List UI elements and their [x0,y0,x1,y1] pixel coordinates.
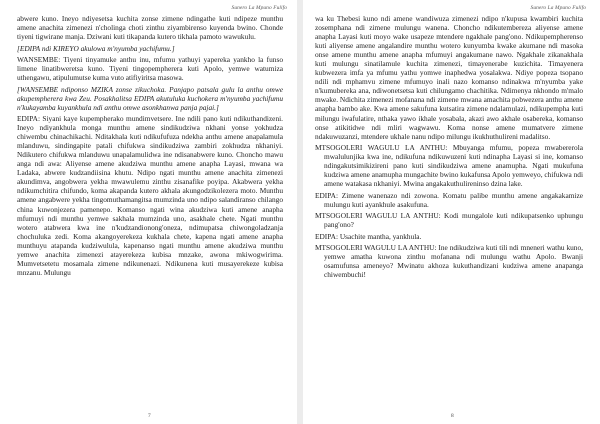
paragraph: WANSEMBE: Tiyeni tinyamuke anthu inu, mfumu yathuyi yapereka yankho la funso limene linatibweretsa kuno. Tiyeni tingopempherera kuti Apolo, yemwe watumiza uthengawu, atipulumutse kuma vuto atifiyiritsa masowa. [17,54,283,83]
paragraph: EDIPA: Siyani kaye kupempherako mundimvetsere. Ine ndili pano kuti ndikuthandizeni. Ineyo ndiyankhula monga munthu amene sindikudziwa nkhani yonse yokhudza chiwembu chinachikachi. Nditakhala kuti ndikufufuza ndekha anthu amene anapalamula mlanduwu, sindingapite patali chifukwa sindikudziwa zambiri zokhudza nkhaniyi. Ndikutero chifukwa mlanduwu unapalamulidwa ine ndisanabwere kuno. Choncho mawu anga ndi awa: Aliyense amene akudziwa munthu amene anapha Layasi, mwana wa Ladaka, abwere kudzandiisina khutu. Ndipo ngati munthu amene anachita zimenezi akundimva, angobwera yekha mwawulemu zinthu zisanafike poyipa. Akabwera yekha ndikumchitira chifundo, koma akapanda kutero akhala akungodzikolezera moto. Munthu amene angabwere yekha tingomuthamangitsa mumzinda uno ndipo salandiranso chilango china kuwonjezera pamenepo. Komanso ngati wina akudziwa kuti amene anapha mfumuyi ndi munthu yemwe sakhala mumzinda uno, asakhale chete. Ngati munthu wotero atabwera kwa ine n'kudzandionong'oneza, ndimupatsa chiwongoladzanja chochuluka zedi. Koma akangoyerekeza kukhala chete, kapena ngati amene anapha munthuyu atapanda kudziwulula, kapenanso ngati munthu amene akudziwa munthu yemwe anachita zimenezi atayerekeza kubisa mnzake, awona mkiwogwirima. Mumvetsetetu mosamala zimene ndikunenazi. Ndikunena kuti musayerekeze kubisa mnzanu. Mulungu [17,114,283,277]
stage-direction: [EDIPA ndi KIREYO akulowa m'nyumba yachifumu.] [17,43,175,53]
left-page [0,0,297,424]
paragraph: abwere kuno. Ineyo ndiyesetsa kuchita zonse zimene ndingathe kuti ndipeze munthu amene anachita zimenezi n'cholinga choti zinthu ziyambirenso kuyenda bwino. Chonde tiyeni tigwirane manja. Dziwani kuti tikapanda kutero tikhala pamoto wawukulu. [17,14,283,42]
dialogue-line: MTSOGOLERI WAGULU LA ANTHU: Kodi mungalole kuti ndikupatsenko uphungu pang'ono? [315,211,583,230]
page-number-right: 8 [451,413,454,419]
running-head-right: Sunero La Mpuno Fulifo [530,5,586,11]
dialogue-line: EDIPA: Usachite mantha, yankhula. [315,231,422,241]
dialogue-line: MTSOGOLERI WAGULU LA ANTHU: Mbuyanga mfumu, popeza mwabererola mwalulunjika kwa ine, ndikufuna ndikuwuzeni kuti ndinapha Layasi si ine, komanso ndingakutsimikizireni pano kuti sindikudziwa amene anamupha. Ngati mukufuna kudziwa amene anamupha mungachite bwino kukafunsa Apolo yemweyo, chifukwa ndi amene watakasa nkhaniyi. Mwina angakakuthulireninso dzina lake. [315,143,583,189]
paragraph: wa ku Thebesi kuno ndi amene wandiwuza zimenezi ndipo n'kupusa kwambiri kuchita zosemphana ndi zimene mulungu wanena. Choncho ndikutembereza aliyense amene anapha Layasi kuti moyo wake usapeze mtendere ngakhale pang'ono. Ndikupempherenso kuti aliyense amene angalandire munthu wotero kunyumba kwake akumane ndi masoka onse amene munthu amene anapha mfumuyi angakumane nawo. Ngakhale zikanakhala kuti mulungu sinatilamule kuchita zimenezi, timayenerabe kuzichita. Timayenera kubwezera imfa ya mfumu yathu yomwe inaphedwa yosalakwa. Ndiye popeza tsopano ndili ndi mphamvu zimene mfumuyo inali nazo komanso ndinakwa m'nyumba yake n'kumubereka ana, ndiwonetsetsa kuti chilungamo chachitika. Ndimenya nkhondo m'malo mwake. Ndichita zimenezi mofanana ndi zimene mwana amachita pobwezera anthu amene anapha bambo ake. Kwa amene sakufuna kutsatira zimene ndalamulazi, ndikupempha kuti milungu iwafulatire, nthaka yawo ikhale yosabala, akazi awo akhale osabereka, komanso onse atikitidwe ndi mliri wagwawu. Koma nonse amene mumatvere zimene ndakuwuzanzi, mtendere ukhale nanu ndipo milungu ikukhuthulireni madalitso. [315,14,583,141]
dialogue-line: EDIPA: Zimene wanenazo ndi zowona. Komatu palibe munthu amene angakakamize mulungu kuti ayankhule asakufuna. [315,190,583,209]
dialogue-line: MTSOGOLERI WAGULU LA ANTHU: Ine ndikudziwa kuti tili ndi mneneri wathu kuno, yemwe amatha kuwona zinthu mofanana ndi mulungu wathu Apolo. Bwanji osamufunsa ameneyo? Mwinatu akhoza kukuthandizani kudziwa amene anapanga chiwembuchi! [315,243,583,280]
right-page-text [315,14,583,282]
stage-direction: [WANSEMBE ndiponso MZIKA zonse zikuchoka. Panjapo patsala gulu la anthu omwe akupempherera kwa Zeu. Posakhalitsa EDIPA akutuluka kuchokera m'nyumba yachifumu n'kukayamba kuyankhula ndi anthu omwe asonkhanwa panja pajai.] [17,84,283,112]
left-page-text [17,14,283,279]
right-page [303,0,600,424]
running-head-left: Sunero La Mpuno Fulifo [231,5,287,11]
page-number-left: 7 [148,413,151,419]
